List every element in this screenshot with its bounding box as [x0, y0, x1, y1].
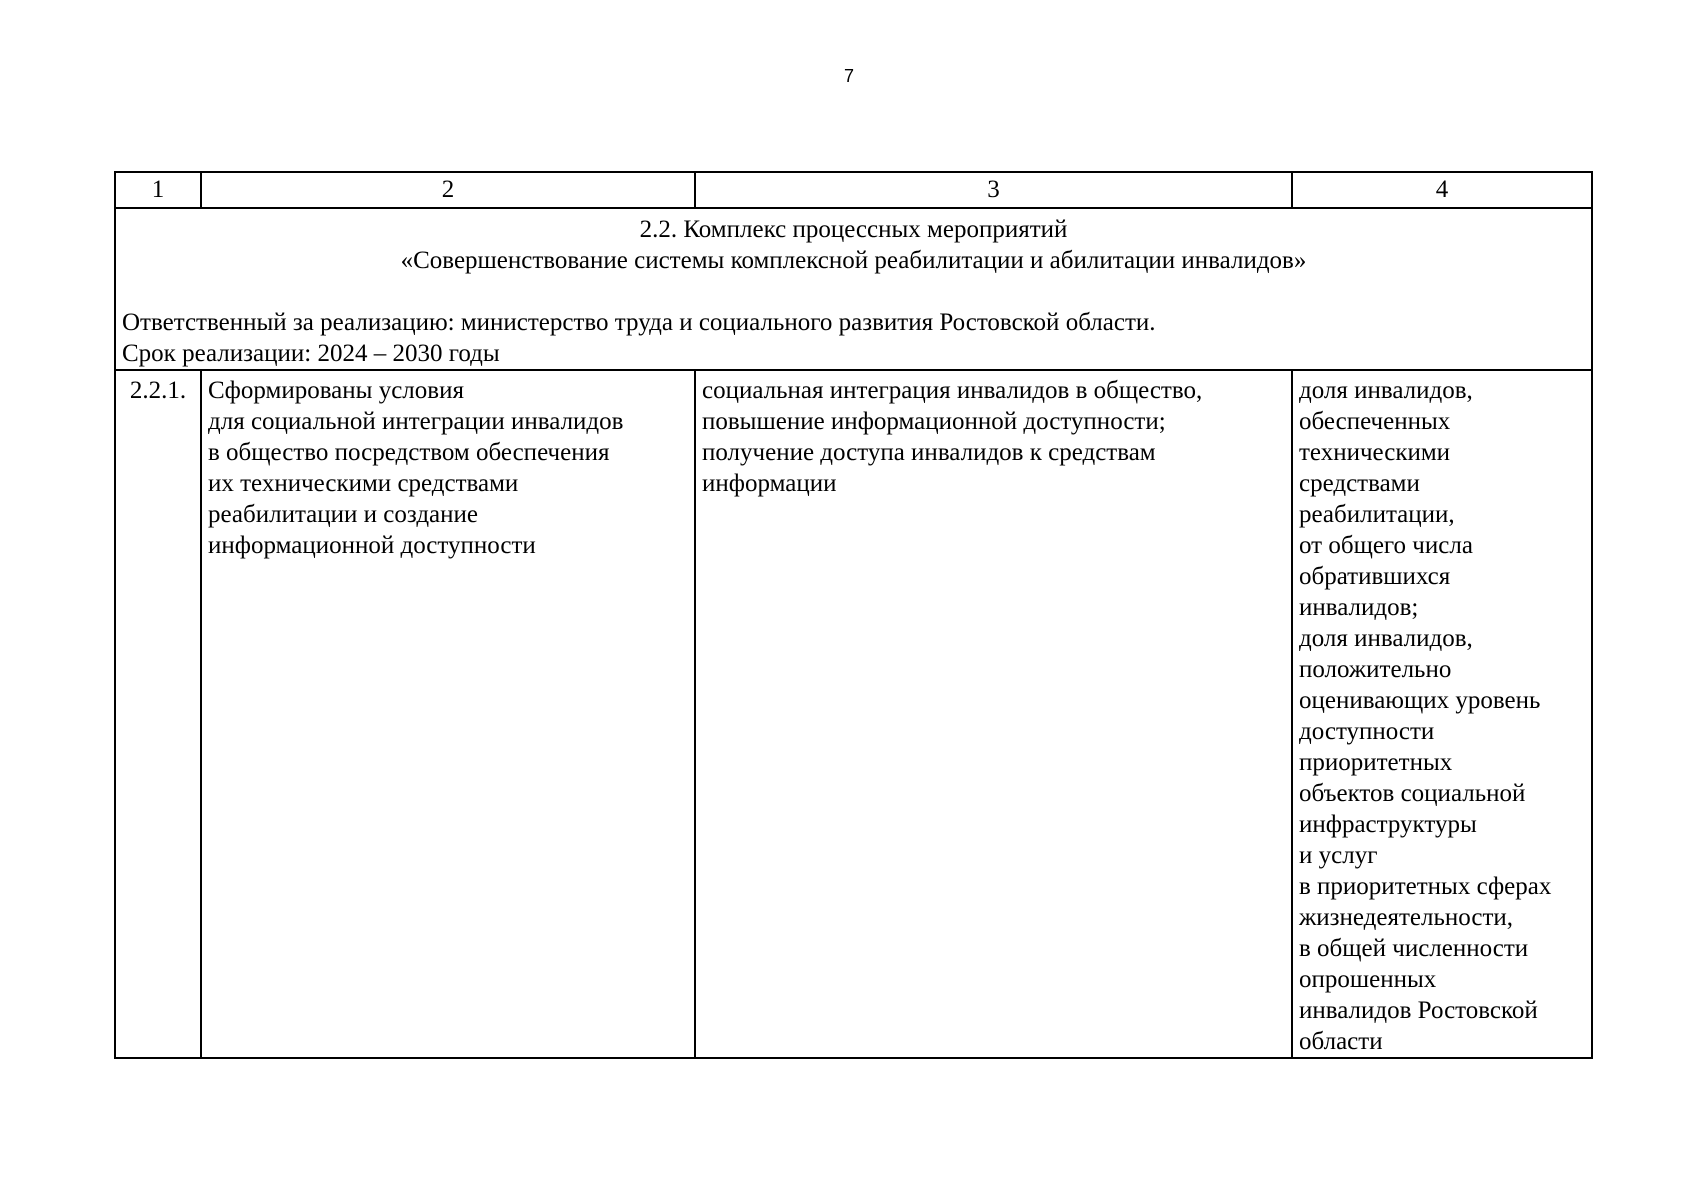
indicator-line: инвалидов; [1299, 594, 1419, 621]
indicator-line: опрошенных [1299, 966, 1437, 993]
section-title-line: 2.2. Комплекс процессных мероприятий [639, 216, 1068, 243]
page-number: 7 [843, 66, 854, 86]
indicator-line: реабилитации, [1299, 501, 1455, 528]
indicator-line: и услуг [1299, 842, 1378, 869]
task-line: Сформированы условия [208, 377, 464, 404]
indicator-line: обеспеченных [1299, 408, 1451, 435]
effects-line: информации [702, 470, 837, 497]
indicator-line: доступности [1299, 718, 1435, 745]
indicator-line: жизнедеятельности, [1299, 904, 1514, 931]
indicator-line: положительно [1299, 656, 1452, 683]
row-number: 2.2.1. [115, 370, 201, 1058]
indicator-line: техническими [1299, 439, 1451, 466]
effects-line: социальная интеграция инвалидов в общество, [702, 377, 1203, 404]
indicator-line: инфраструктуры [1299, 811, 1477, 838]
structure-table [114, 171, 1593, 1059]
indicator-line: в приоритетных сферах [1299, 873, 1552, 900]
effects-line: получение доступа инвалидов к средствам [702, 439, 1156, 466]
section-row [115, 208, 1592, 370]
indicator-line: объектов социальной [1299, 780, 1526, 807]
task-line: их техническими средствами [208, 470, 519, 497]
indicator-line: инвалидов Ростовской [1299, 997, 1538, 1024]
column-number-row [115, 172, 1592, 208]
indicator-line: от общего числа [1299, 532, 1473, 559]
effects-line: повышение информационной доступности; [702, 408, 1166, 435]
indicator-line: доля инвалидов, [1299, 377, 1473, 404]
indicator-line: оценивающих уровень [1299, 687, 1541, 714]
task-line: информационной доступности [208, 532, 536, 559]
indicator-line: в общей численности [1299, 935, 1529, 962]
effects-cell [695, 370, 1292, 1058]
column-number-3: 3 [695, 172, 1292, 208]
indicators-cell [1292, 370, 1592, 1058]
indicator-line: обратившихся [1299, 563, 1451, 590]
section-responsible: Ответственный за реализацию: министерство труда и социального развития Ростовской области. [122, 309, 1156, 336]
column-number-4: 4 [1292, 172, 1592, 208]
indicator-line: области [1299, 1028, 1383, 1055]
column-number-1: 1 [115, 172, 201, 208]
indicator-line: средствами [1299, 470, 1420, 497]
indicator-line: доля инвалидов, [1299, 625, 1473, 652]
column-number-2: 2 [201, 172, 695, 208]
section-period: Срок реализации: 2024 – 2030 годы [122, 340, 500, 367]
indicator-line: приоритетных [1299, 749, 1453, 776]
task-line: в общество посредством обеспечения [208, 439, 610, 466]
task-line: для социальной интеграции инвалидов [208, 408, 624, 435]
task-line: реабилитации и создание [208, 501, 478, 528]
section-title [122, 209, 1585, 276]
section-cell [115, 208, 1592, 370]
task-cell [201, 370, 695, 1058]
table-row [115, 370, 1592, 1058]
section-title-line: «Совершенствование системы комплексной реабилитации и абилитации инвалидов» [400, 247, 1307, 274]
